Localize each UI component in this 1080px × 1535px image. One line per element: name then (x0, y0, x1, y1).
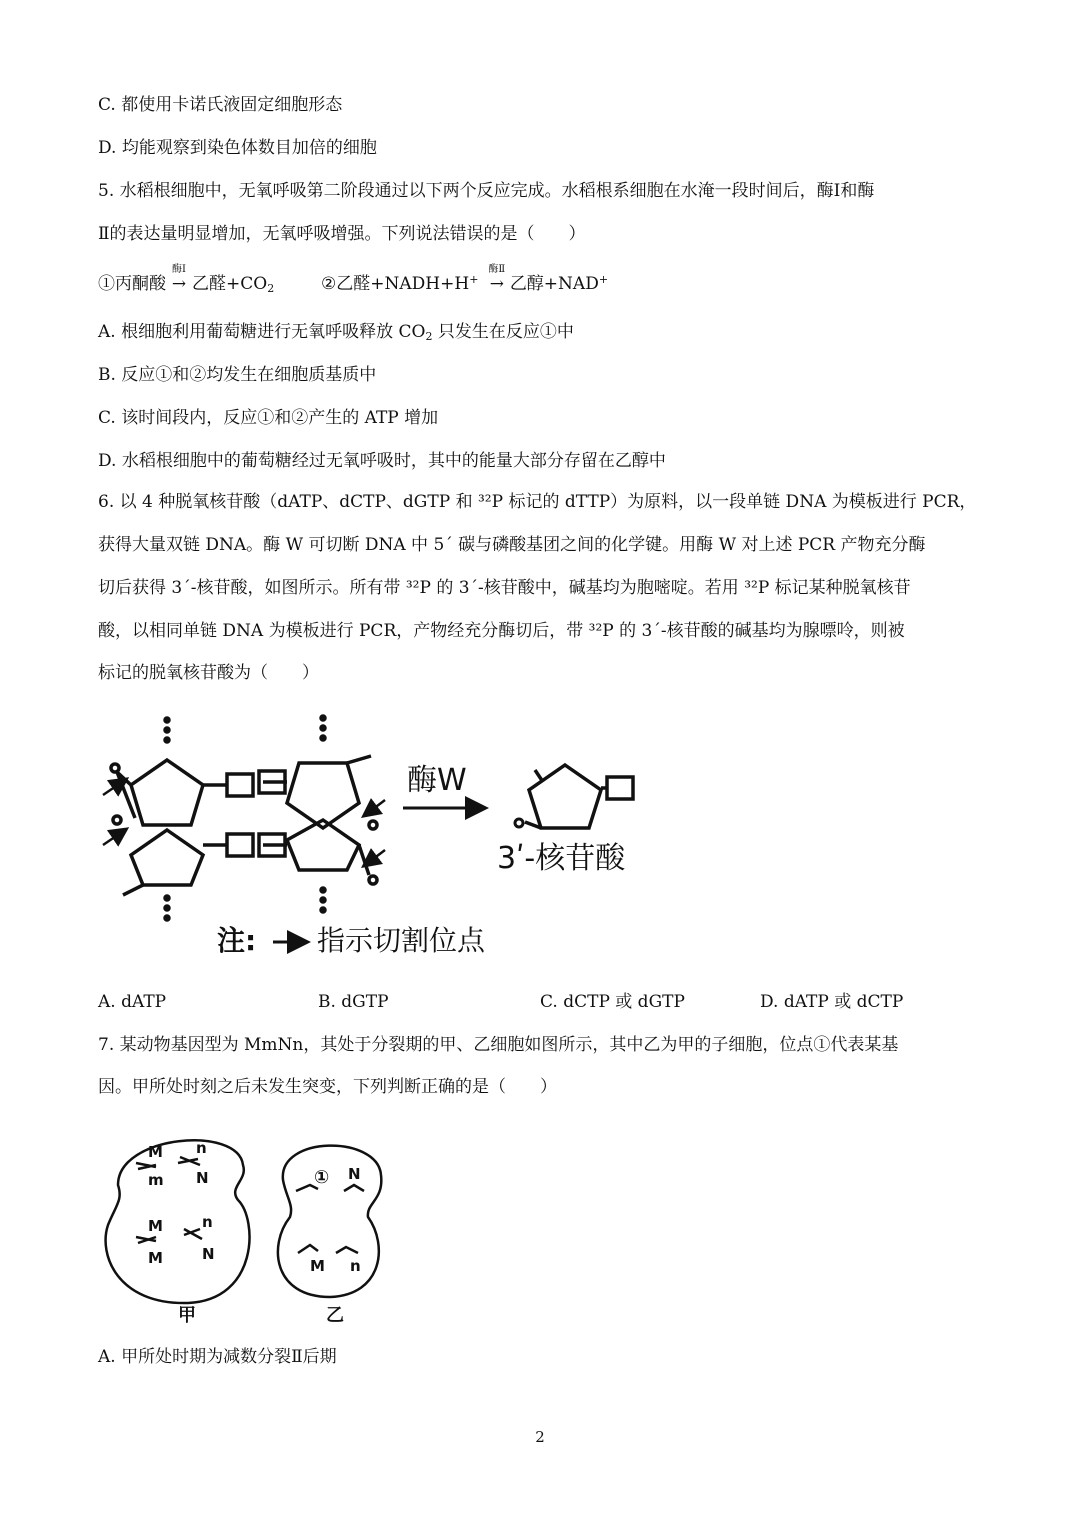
q6-stem-line1: 6. 以 4 种脱氧核苷酸（dATP、dCTP、dGTP 和 ³²P 标记的 dTTP）为原料，以一段单链 DNA 为模板进行 PCR， (98, 492, 977, 512)
fig-enzyme-label: 酶W (407, 763, 467, 798)
q5-stem-line1: 5. 水稻根细胞中，无氧呼吸第二阶段通过以下两个反应完成。水稻根系细胞在水淹一段时间后，酶Ⅰ和酶 (98, 181, 875, 201)
q5-option-b: B. 反应①和②均发生在细胞质基质中 (98, 365, 377, 385)
page-number: 2 (535, 1428, 545, 1446)
gene-label: N (196, 1169, 209, 1187)
q5-option-c: C. 该时间段内，反应①和②产生的 ATP 增加 (98, 408, 439, 428)
base-square (227, 834, 253, 856)
gene-label: n (350, 1257, 361, 1275)
q6-stem-line5: 标记的脱氧核苷酸为（ ） (98, 663, 319, 683)
cell-yi-label: 乙 (326, 1305, 344, 1325)
strand-dots-right-bottom (321, 888, 325, 912)
gene-label: m (148, 1171, 164, 1189)
fig-note-text: 指示切割位点 (317, 924, 486, 957)
cut-site-arrow (365, 850, 385, 865)
chromosome (344, 1185, 364, 1191)
reaction1-sub: 2 (267, 282, 275, 295)
q5-option-a-sub: 2 (425, 330, 433, 343)
phosphate-circle (113, 816, 121, 824)
reaction1-left: ①丙酮酸 (98, 274, 166, 294)
q7-stem-line2: 因。甲所处时刻之后未发生突变，下列判断正确的是（ ） (98, 1077, 557, 1097)
phosphate-circle (369, 821, 377, 829)
reaction2-sup: + (469, 273, 479, 286)
q5-option-a-text2: 只发生在反应①中 (432, 322, 574, 342)
phosphate-circle (111, 764, 119, 772)
chromosome (298, 1245, 318, 1253)
q4-option-c: C. 都使用卡诺氏液固定细胞形态 (98, 95, 343, 115)
gene-label: M (148, 1249, 163, 1267)
cut-site-arrow (365, 800, 385, 815)
cell-yi-membrane (278, 1146, 381, 1297)
chromosome (336, 1247, 358, 1253)
product-base-square (607, 777, 633, 799)
reaction1-arrow: 酶Ⅰ → (166, 272, 192, 296)
fig-product-label: 3ʹ-核苷酸 (497, 841, 626, 876)
q6-option-d: D. dATP 或 dCTP (760, 992, 904, 1012)
gene-label: N (202, 1245, 215, 1263)
q6-option-c: C. dCTP 或 dGTP (540, 992, 685, 1012)
sugar-pentagon (131, 760, 203, 825)
phosphate-circle (369, 876, 377, 884)
gene-label: M (310, 1257, 325, 1275)
sugar-pentagon (131, 830, 203, 885)
gene-label: M (148, 1143, 163, 1161)
q5-option-d: D. 水稻根细胞中的葡萄糖经过无氧呼吸时，其中的能量大部分存留在乙醇中 (98, 451, 666, 471)
q5-option-a-text1: A. 根细胞利用葡萄糖进行无氧呼吸释放 CO (98, 322, 426, 342)
reaction1-enzyme: 酶Ⅰ (172, 264, 186, 275)
chromosome (178, 1157, 200, 1165)
reaction2-right: 乙醇+NAD (509, 274, 599, 294)
q5-option-a (98, 320, 574, 344)
reaction1-right: 乙醛+CO (192, 274, 268, 294)
q5-stem-line2: Ⅱ的表达量明显增加，无氧呼吸增强。下列说法错误的是（ ） (98, 224, 586, 244)
reaction2-arrow: 酶Ⅱ → (484, 272, 510, 296)
cell-jia-label: 甲 (178, 1305, 196, 1325)
q6-option-a: A. dATP (98, 992, 167, 1012)
chromosome (136, 1163, 156, 1169)
q6-stem-line3: 切后获得 3´-核苷酸，如图所示。所有带 ³²P 的 3´-核苷酸中，碱基均为胞嘧啶。若用 ³²P 标记某种脱氧核苷 (98, 578, 911, 598)
gene-label: N (348, 1165, 361, 1183)
product-phosphate-circle (515, 819, 523, 827)
q7-option-a: A. 甲所处时期为减数分裂Ⅱ后期 (98, 1347, 337, 1367)
gene-label: M (148, 1217, 163, 1235)
q6-stem-line4: 酸，以相同单链 DNA 为模板进行 PCR，产物经充分酶切后，带 ³²P 的 3´-核苷酸的碱基均为腺嘌呤，则被 (98, 621, 905, 641)
q7-stem-line1: 7. 某动物基因型为 MmNn，其处于分裂期的甲、乙细胞如图所示，其中乙为甲的子细胞，位点①代表某基 (98, 1035, 899, 1055)
chromosome (136, 1237, 156, 1243)
gene-site-label: ① (314, 1167, 330, 1188)
reaction2-sup2: + (598, 273, 609, 286)
q6-stem-line2: 获得大量双链 DNA。酶 W 可切断 DNA 中 5´ 碳与磷酸基团之间的化学键。用酶 W 对上述 PCR 产物充分酶 (98, 535, 926, 555)
q4-option-d: D. 均能观察到染色体数目加倍的细胞 (98, 138, 377, 158)
cell-jia-membrane (106, 1140, 250, 1303)
strand-dots-left-bottom (165, 896, 169, 920)
q7-cell-diagram (98, 1125, 398, 1325)
chromosome (184, 1229, 202, 1239)
q5-reactions (98, 264, 609, 296)
gene-label: n (202, 1213, 213, 1231)
cut-site-arrow (103, 830, 125, 845)
q6-nucleotide-diagram (95, 700, 655, 970)
gene-label: n (196, 1139, 207, 1157)
reaction2-left: ②乙醛+NADH+H (321, 274, 470, 294)
base-square (227, 774, 253, 796)
fig-note-prefix: 注: (217, 924, 257, 957)
strand-dots-right-top (321, 716, 325, 740)
reaction2-enzyme: 酶Ⅱ (488, 264, 506, 275)
strand-dots-left-top (165, 718, 169, 742)
q6-option-b: B. dGTP (318, 992, 389, 1012)
